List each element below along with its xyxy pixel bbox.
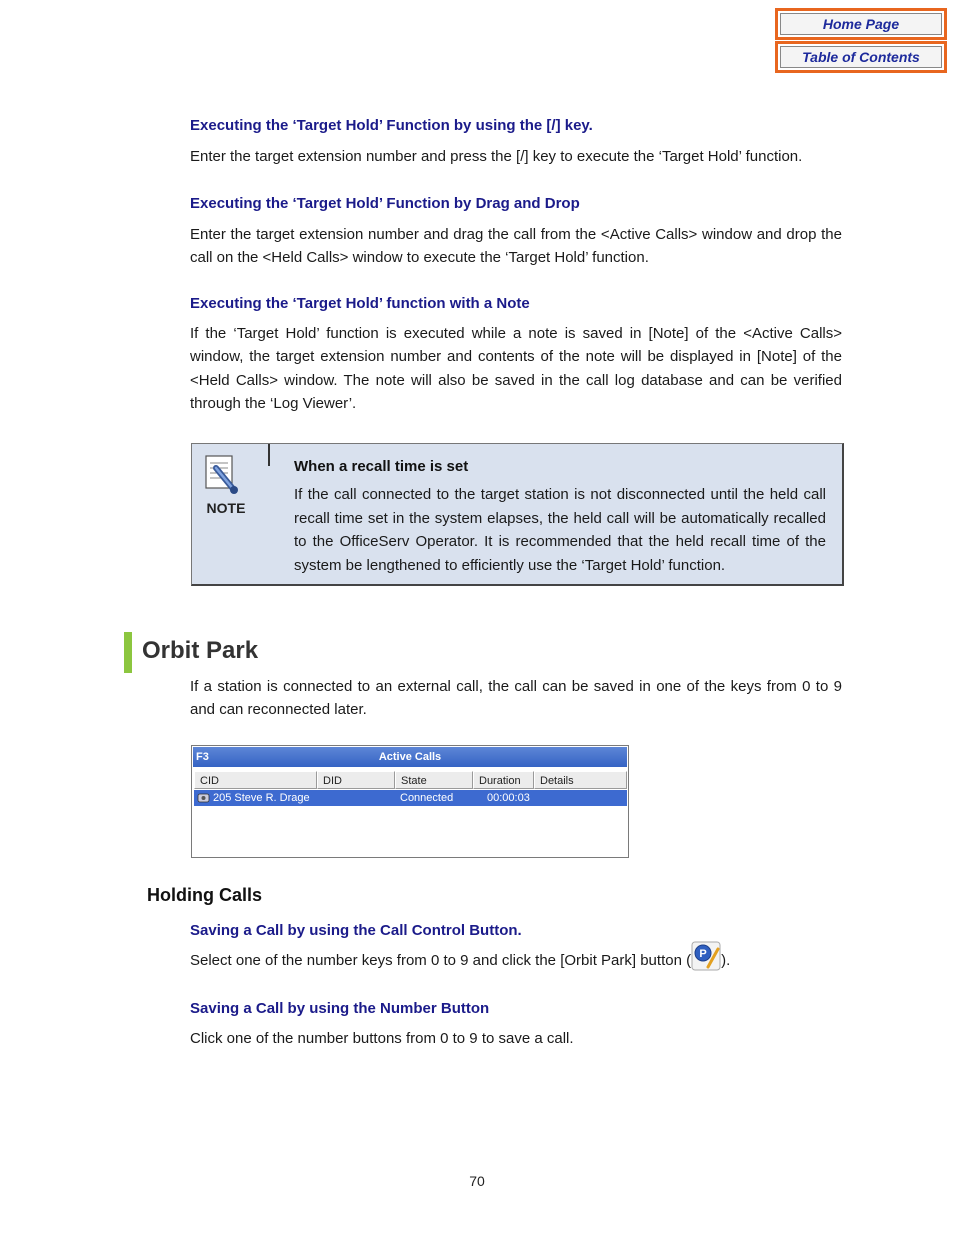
row-state: Connected	[400, 792, 454, 804]
call-control-heading: Saving a Call by using the Call Control Button.	[190, 922, 522, 939]
table-of-contents-button[interactable]	[775, 41, 947, 73]
column-header-state[interactable]: State	[395, 771, 473, 789]
hold-key-heading: Executing the ‘Target Hold’ Function by using the [/] key.	[190, 117, 593, 134]
call-control-text-before: Select one of the number keys from 0 to 9 and click the [Orbit Park] button (	[190, 952, 692, 969]
row-duration: 00:00:03	[487, 792, 530, 804]
column-header-cid[interactable]: CID	[194, 771, 317, 789]
orbit-park-button-icon	[691, 941, 721, 971]
number-button-heading: Saving a Call by using the Number Button	[190, 1000, 490, 1017]
holding-calls-title: Holding Calls	[147, 885, 263, 905]
call-control-paragraph	[190, 949, 890, 972]
note-function-heading: Executing the ‘Target Hold’ function with a Note	[190, 295, 530, 312]
note-label: NOTE	[206, 500, 246, 516]
drag-drop-paragraph: Enter the target extension number and drag the call from the <Active Calls> window and drop the call on the <Held Calls> window to execute the ‘Target Hold’ function.	[190, 226, 842, 267]
column-header-row	[194, 771, 627, 789]
note-divider	[268, 444, 270, 466]
active-calls-titlebar	[193, 747, 627, 767]
window-title: Active Calls	[378, 751, 442, 763]
table-of-contents-label: Table of Contents	[780, 46, 942, 68]
column-header-did[interactable]: DID	[317, 771, 395, 789]
drag-drop-heading: Executing the ‘Target Hold’ Function by Drag and Drop	[190, 195, 580, 212]
home-page-button[interactable]	[775, 8, 947, 40]
phone-icon	[197, 791, 210, 807]
note-box	[191, 443, 844, 586]
note-pencil-icon	[204, 454, 250, 503]
active-calls-window	[191, 745, 629, 858]
orbit-park-title: Orbit Park	[142, 637, 259, 664]
table-row[interactable]	[194, 790, 627, 806]
row-cid: 205 Steve R. Drage	[213, 792, 310, 804]
call-control-text-after: ).	[721, 952, 731, 969]
orbit-park-intro: If a station is connected to an external call, the call can be saved in one of the keys from 0 to 9 and can reconnected later.	[190, 678, 842, 719]
note-body: If the call connected to the target station is not disconnected until the held call recall time set in the system elapses, the held call will be automatically recalled to the OfficeServ Operator. It is recommended that the held recall time of the system be lengthened to efficiently use the ‘Target Hold’ function.	[294, 486, 826, 574]
note-title: When a recall time is set	[294, 458, 469, 475]
column-header-duration[interactable]: Duration	[473, 771, 534, 789]
section-accent-bar	[124, 632, 132, 673]
page-number: 70	[469, 1173, 485, 1189]
home-page-label: Home Page	[780, 13, 942, 35]
svg-text:P: P	[699, 948, 707, 960]
hold-key-paragraph: Enter the target extension number and press the [/] key to execute the ‘Target Hold’ function.	[190, 148, 803, 165]
note-function-paragraph: If the ‘Target Hold’ function is executed while a note is saved in [Note] of the <Active Calls> window, the target extension number and contents of the note will be displayed in [Note] of the <Held Calls> window. The note will also be saved in the call log database and can be verified through the ‘Log Viewer’.	[190, 325, 842, 412]
number-button-paragraph: Click one of the number buttons from 0 to 9 to save a call.	[190, 1030, 574, 1047]
column-header-details[interactable]: Details	[534, 771, 627, 789]
window-hotkey: F3	[196, 751, 209, 763]
